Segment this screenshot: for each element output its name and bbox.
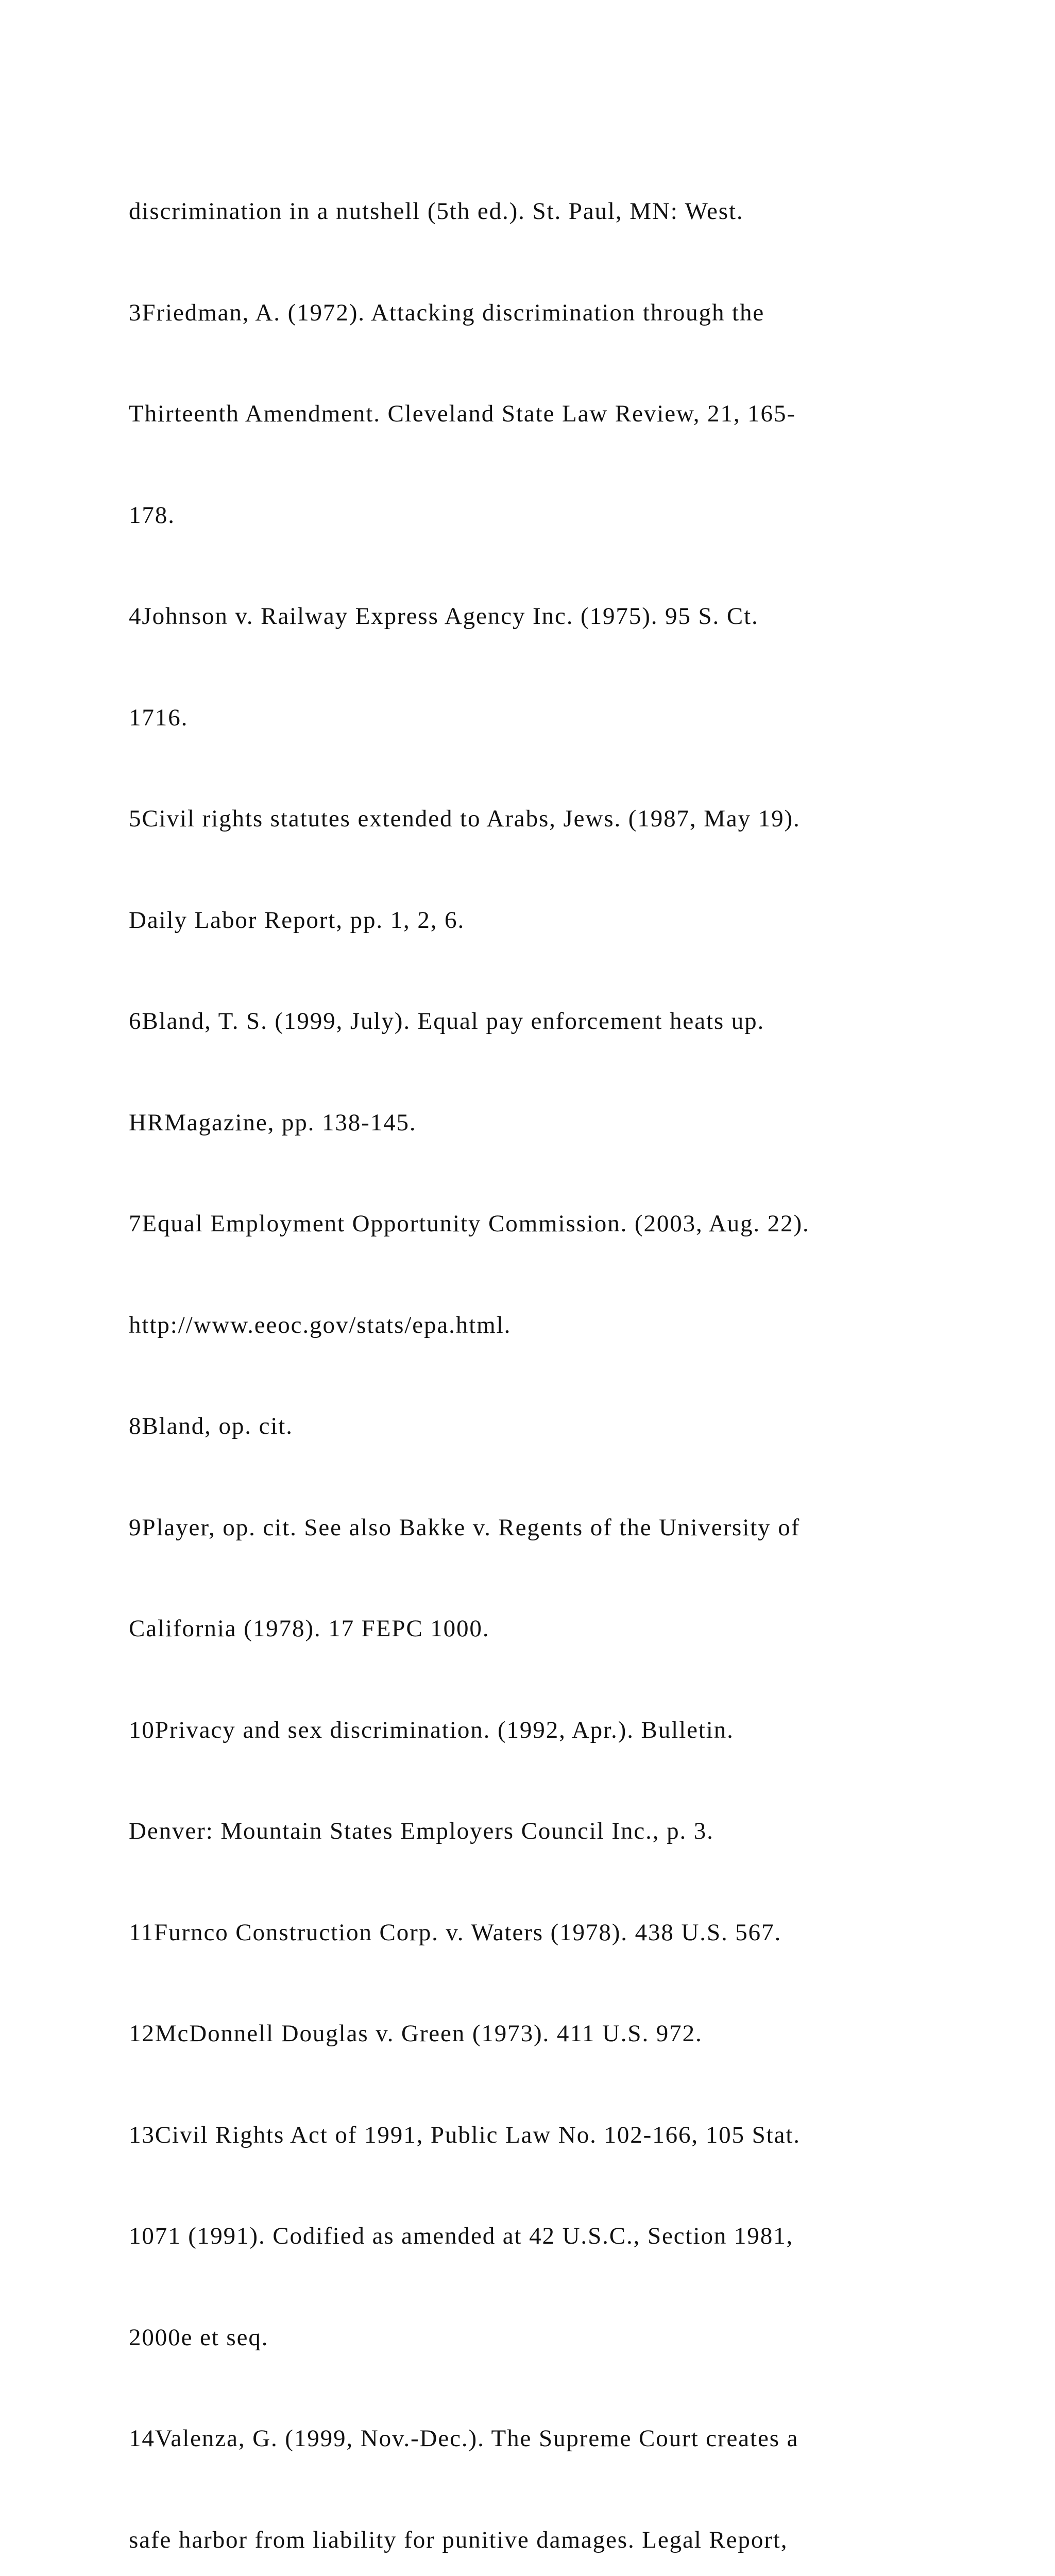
text-line: 178.: [129, 501, 175, 529]
text-line: 13Civil Rights Act of 1991, Public Law No. 102-166, 105 Stat.: [129, 2121, 801, 2148]
text-line: 10Privacy and sex discrimination. (1992, Apr.). Bulletin.: [129, 1716, 734, 1743]
text-line: 12McDonnell Douglas v. Green (1973). 411 U.S. 972.: [129, 2020, 703, 2047]
text-line: 7Equal Employment Opportunity Commission. (2003, Aug. 22).: [129, 1210, 810, 1237]
text-line: 1716.: [129, 704, 189, 731]
text-line: Denver: Mountain States Employers Council Inc., p. 3.: [129, 1818, 714, 1844]
text-line: California (1978). 17 FEPC 1000.: [129, 1615, 490, 1642]
text-line: 8Bland, op. cit.: [129, 1413, 293, 1439]
text-line: safe harbor from liability for punitive damages. Legal Report,: [129, 2526, 788, 2553]
text-line: Daily Labor Report, pp. 1, 2, 6.: [129, 906, 465, 934]
text-line: 3Friedman, A. (1972). Attacking discrimination through the: [129, 299, 765, 326]
text-line: 11Furnco Construction Corp. v. Waters (1978). 438 U.S. 567.: [129, 1919, 782, 1946]
text-line: Thirteenth Amendment. Cleveland State Law Review, 21, 165-: [129, 400, 796, 427]
text-line: 1071 (1991). Codified as amended at 42 U.S.C., Section 1981,: [129, 2223, 794, 2249]
text-line: discrimination in a nutshell (5th ed.). St. Paul, MN: West.: [129, 198, 744, 225]
text-line: 5Civil rights statutes extended to Arabs, Jews. (1987, May 19).: [129, 805, 801, 832]
text-line: 6Bland, T. S. (1999, July). Equal pay enforcement heats up.: [129, 1008, 765, 1035]
text-line: 9Player, op. cit. See also Bakke v. Regents of the University of: [129, 1514, 801, 1541]
text-line: 2000e et seq.: [129, 2324, 269, 2351]
reference-list: [129, 127, 963, 2576]
text-line: 4Johnson v. Railway Express Agency Inc. (1975). 95 S. Ct.: [129, 603, 759, 630]
text-line: 14Valenza, G. (1999, Nov.-Dec.). The Supreme Court creates a: [129, 2425, 799, 2452]
text-line: http://www.eeoc.gov/stats/epa.html.: [129, 1311, 512, 1338]
text-line: HRMagazine, pp. 138-145.: [129, 1109, 417, 1136]
